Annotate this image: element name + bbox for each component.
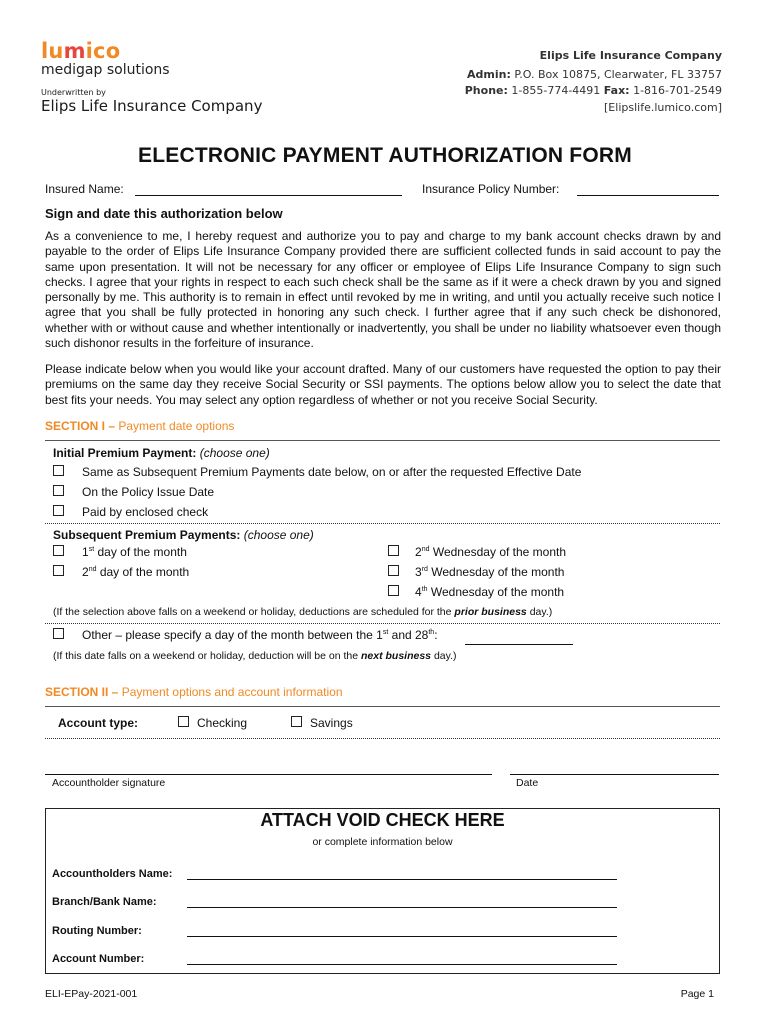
ordinal-suffix: st bbox=[88, 546, 95, 553]
option-label: Wednesday of the month bbox=[430, 585, 565, 599]
ordinal-number: 4 bbox=[415, 585, 422, 599]
subsequent-payment-label bbox=[53, 528, 314, 542]
subsequent-option-4th-wed[interactable] bbox=[388, 585, 564, 599]
signature-field[interactable] bbox=[45, 774, 492, 775]
page-number: Page 1 bbox=[680, 988, 714, 1000]
note-text: day.) bbox=[529, 606, 553, 618]
divider bbox=[45, 623, 720, 624]
date-field[interactable] bbox=[510, 774, 719, 775]
weekend-note-prior bbox=[53, 606, 552, 618]
bank-name-label: Branch/Bank Name: bbox=[52, 896, 157, 908]
section2-prefix: SECTION II – bbox=[45, 685, 119, 699]
elips-logo: Elips Life Insurance Company bbox=[41, 97, 263, 115]
account-number-label: Account Number: bbox=[52, 953, 145, 965]
option-label: Wednesday of the month bbox=[432, 545, 567, 559]
other-day-field[interactable] bbox=[465, 644, 573, 645]
option-label: day of the month bbox=[97, 545, 187, 559]
accountholders-name-field[interactable] bbox=[187, 879, 617, 880]
bank-name-field[interactable] bbox=[187, 907, 617, 908]
divider bbox=[45, 706, 720, 707]
subsequent-option-2nd-day[interactable] bbox=[53, 565, 189, 579]
initial-option-2[interactable] bbox=[53, 485, 214, 499]
checkbox[interactable] bbox=[388, 545, 399, 556]
section1-heading bbox=[45, 419, 234, 433]
checkbox[interactable] bbox=[53, 505, 64, 516]
note-bold: next business bbox=[361, 650, 432, 662]
note-text: (If this date falls on a weekend or holiday, deduction will be on the bbox=[53, 650, 359, 662]
checkbox[interactable] bbox=[291, 716, 302, 727]
other-label: and 28 bbox=[391, 628, 429, 642]
subsequent-label: Subsequent Premium Payments: bbox=[53, 528, 241, 542]
option-label: Same as Subsequent Premium Payments date below, on or after the requested Effective Date bbox=[82, 465, 582, 479]
account-number-field[interactable] bbox=[187, 964, 617, 965]
subsequent-choose: (choose one) bbox=[243, 528, 314, 542]
date-label: Date bbox=[516, 777, 539, 789]
policy-number-label: Insurance Policy Number: bbox=[422, 182, 560, 196]
checkbox[interactable] bbox=[53, 485, 64, 496]
section1-prefix: SECTION I – bbox=[45, 419, 116, 433]
subsequent-option-2nd-wed[interactable] bbox=[388, 545, 566, 559]
initial-choose: (choose one) bbox=[199, 446, 270, 460]
other-label: : bbox=[434, 628, 438, 642]
draft-paragraph: Please indicate below when you would like your account drafted. Many of our customers have requested the option to pay their premiums on the same day they receive Social Security or SSI payments. The options below allow you to select the date that best fits your needs. You may select any option regardless of whether or not you receive Social Security. bbox=[45, 362, 721, 407]
checkbox[interactable] bbox=[53, 545, 64, 556]
note-text: (If the selection above falls on a weekend or holiday, deductions are scheduled for the bbox=[53, 606, 452, 618]
fax-value: 1-816-701-2549 bbox=[633, 84, 722, 97]
ordinal-number: 1 bbox=[82, 545, 89, 559]
header-website: [Elipslife.lumico.com] bbox=[604, 101, 722, 114]
checking-label: Checking bbox=[197, 716, 248, 730]
admin-value: P.O. Box 10875, Clearwater, FL 33757 bbox=[514, 68, 722, 81]
ordinal-suffix: rd bbox=[421, 566, 428, 573]
other-option[interactable] bbox=[53, 628, 438, 642]
initial-label: Initial Premium Payment: bbox=[53, 446, 197, 460]
header-company: Elips Life Insurance Company bbox=[539, 49, 722, 62]
divider bbox=[45, 440, 720, 441]
void-check-box bbox=[45, 808, 720, 974]
subsequent-option-3rd-wed[interactable] bbox=[388, 565, 564, 579]
section2-title: Payment options and account information bbox=[121, 685, 343, 699]
ordinal-number: 3 bbox=[415, 565, 422, 579]
section-heading: Sign and date this authorization below bbox=[45, 206, 283, 221]
option-label: On the Policy Issue Date bbox=[82, 485, 215, 499]
checkbox[interactable] bbox=[178, 716, 189, 727]
divider bbox=[45, 738, 720, 739]
other-label: Other – please specify a day of the month between the 1 bbox=[82, 628, 383, 642]
logo-subline: medigap solutions bbox=[41, 62, 170, 78]
insured-name-label: Insured Name: bbox=[45, 182, 124, 196]
checkbox[interactable] bbox=[53, 465, 64, 476]
admin-label: Admin: bbox=[467, 68, 511, 81]
account-type-label: Account type: bbox=[58, 716, 139, 730]
option-label: Paid by enclosed check bbox=[82, 505, 209, 519]
checkbox[interactable] bbox=[388, 565, 399, 576]
signature-label: Accountholder signature bbox=[52, 777, 166, 789]
logo-text-lu: lu bbox=[41, 39, 64, 63]
void-check-subtitle: or complete information below bbox=[312, 836, 453, 848]
ordinal-suffix: th bbox=[421, 586, 428, 593]
ordinal-number: 2 bbox=[82, 565, 89, 579]
fax-label: Fax: bbox=[603, 84, 630, 97]
savings-option[interactable] bbox=[291, 716, 353, 730]
divider bbox=[45, 523, 720, 524]
header-phone bbox=[465, 84, 722, 97]
authorization-paragraph: As a convenience to me, I hereby request and authorize you to pay and charge to my bank account checks drawn by and payable to the order of Elips Life Insurance Company provided there are sufficient collected funds in said account to pay the same upon presentation. It will not be necessary for any officer or employee of Elips Life Insurance Company to sign such checks. I agree that your rights in respect to each such check shall be the same as if it were a check drawn by you and signed personally by me. This authority is to remain in effect until revoked by me in writing, and until you actually receive such notice I agree that you shall be fully protected in honoring any such check. I further agree that if any such check be dishonored, whether with or without cause and whether intentionally or inadvertently, you shall be under no liability whatsoever even though such dishonor results in the forfeiture of insurance. bbox=[45, 229, 721, 351]
initial-option-3[interactable] bbox=[53, 505, 208, 519]
void-check-title: ATTACH VOID CHECK HERE bbox=[260, 810, 505, 830]
header-admin bbox=[467, 68, 722, 81]
checkbox[interactable] bbox=[388, 585, 399, 596]
checkbox[interactable] bbox=[53, 628, 64, 639]
policy-number-field[interactable] bbox=[577, 195, 719, 196]
note-text: day.) bbox=[433, 650, 457, 662]
logo-text-m: m bbox=[63, 39, 86, 63]
ordinal-suffix: th bbox=[428, 629, 435, 636]
option-label: day of the month bbox=[99, 565, 190, 579]
phone-label: Phone: bbox=[464, 84, 508, 97]
ordinal-suffix: st bbox=[382, 629, 389, 636]
option-label: Wednesday of the month bbox=[431, 565, 565, 579]
routing-number-label: Routing Number: bbox=[52, 925, 142, 937]
section1-title: Payment date options bbox=[118, 419, 235, 433]
weekend-note-next bbox=[53, 650, 457, 662]
insured-name-field[interactable] bbox=[135, 195, 402, 196]
ordinal-number: 2 bbox=[415, 545, 422, 559]
accountholders-name-label: Accountholders Name: bbox=[52, 868, 173, 880]
form-title: ELECTRONIC PAYMENT AUTHORIZATION FORM bbox=[138, 144, 632, 167]
section2-heading bbox=[45, 685, 343, 699]
note-bold: prior business bbox=[454, 606, 527, 618]
logo-text-ico: ico bbox=[85, 39, 121, 63]
ordinal-suffix: nd bbox=[421, 546, 430, 553]
ordinal-suffix: nd bbox=[88, 566, 97, 573]
form-id: ELI-EPay-2021-001 bbox=[45, 988, 138, 1000]
initial-option-1[interactable] bbox=[53, 465, 581, 479]
checking-option[interactable] bbox=[178, 716, 247, 730]
initial-payment-label bbox=[53, 446, 270, 460]
subsequent-option-1st-day[interactable] bbox=[53, 545, 187, 559]
phone-value: 1-855-774-4491 bbox=[511, 84, 601, 97]
checkbox[interactable] bbox=[53, 565, 64, 576]
routing-number-field[interactable] bbox=[187, 936, 617, 937]
underwritten-by: Underwritten by bbox=[41, 88, 106, 97]
savings-label: Savings bbox=[310, 716, 353, 730]
lumico-logo bbox=[41, 40, 120, 62]
